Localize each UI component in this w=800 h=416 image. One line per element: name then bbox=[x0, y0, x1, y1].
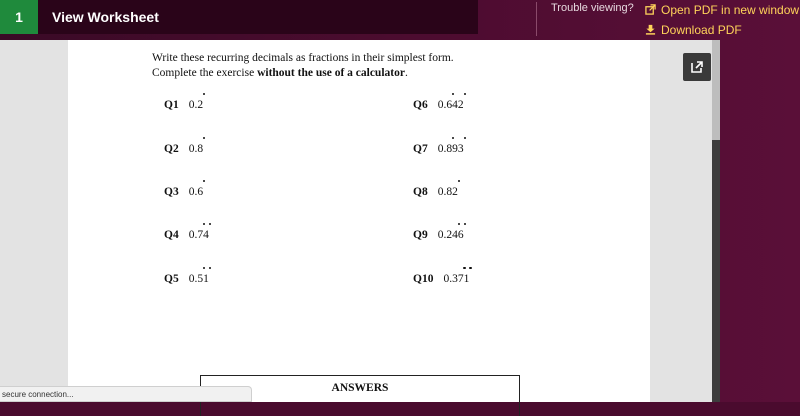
step-number-badge: 1 bbox=[0, 0, 38, 34]
worksheet-instructions bbox=[152, 51, 454, 81]
question-value: 0.8 bbox=[189, 143, 203, 155]
download-pdf-label: Download PDF bbox=[661, 22, 742, 37]
header-divider bbox=[536, 2, 537, 36]
pdf-links bbox=[645, 2, 799, 42]
question-label: Q6 bbox=[413, 99, 428, 111]
question-label: Q2 bbox=[164, 143, 179, 155]
question-label: Q3 bbox=[164, 186, 179, 198]
question-9 bbox=[413, 229, 464, 241]
question-2 bbox=[164, 143, 203, 155]
question-value: 0.2 bbox=[189, 99, 203, 111]
question-3 bbox=[164, 186, 203, 198]
instruction-line-1: Write these recurring decimals as fractions in their simplest form. bbox=[152, 52, 454, 64]
question-value: 0.893 bbox=[438, 143, 464, 155]
question-value: 0.82 bbox=[438, 186, 458, 198]
question-value: 0.371 bbox=[443, 273, 469, 285]
open-pdf-label: Open PDF in new window bbox=[661, 2, 800, 17]
question-label: Q8 bbox=[413, 186, 428, 198]
answers-heading: ANSWERS bbox=[331, 382, 389, 394]
question-value: 0.246 bbox=[438, 229, 464, 241]
worksheet-header bbox=[0, 0, 478, 34]
download-pdf-link[interactable] bbox=[645, 22, 799, 37]
header-title: View Worksheet bbox=[52, 9, 159, 25]
open-external-icon bbox=[690, 60, 704, 74]
question-value: 0.51 bbox=[189, 273, 209, 285]
pdf-viewer[interactable] bbox=[0, 40, 720, 402]
question-label: Q1 bbox=[164, 99, 179, 111]
viewer-edge bbox=[712, 140, 720, 402]
instruction-line-2 bbox=[152, 66, 454, 81]
question-4 bbox=[164, 229, 209, 241]
instruction-prefix: Complete the exercise bbox=[152, 67, 258, 79]
question-10 bbox=[413, 273, 469, 285]
download-icon bbox=[645, 24, 656, 35]
pdf-page bbox=[68, 40, 650, 402]
question-5 bbox=[164, 273, 209, 285]
question-value: 0.6 bbox=[189, 186, 203, 198]
status-bar: secure connection... bbox=[0, 386, 252, 402]
open-pdf-link[interactable] bbox=[645, 2, 799, 17]
question-6 bbox=[413, 99, 464, 111]
question-7 bbox=[413, 143, 464, 155]
trouble-viewing-label: Trouble viewing? bbox=[551, 2, 634, 14]
scrollbar-thumb[interactable] bbox=[712, 40, 720, 140]
question-label: Q4 bbox=[164, 229, 179, 241]
question-value: 0.74 bbox=[189, 229, 209, 241]
question-label: Q9 bbox=[413, 229, 428, 241]
question-label: Q5 bbox=[164, 273, 179, 285]
question-1 bbox=[164, 99, 203, 111]
instruction-suffix: . bbox=[404, 67, 408, 79]
instruction-bold: without the use of a calculator bbox=[257, 67, 405, 79]
question-8 bbox=[413, 186, 458, 198]
question-value: 0.642 bbox=[438, 99, 464, 111]
question-label: Q7 bbox=[413, 143, 428, 155]
external-link-icon bbox=[645, 4, 656, 15]
open-in-new-window-button[interactable] bbox=[683, 53, 711, 81]
question-label: Q10 bbox=[413, 273, 434, 285]
